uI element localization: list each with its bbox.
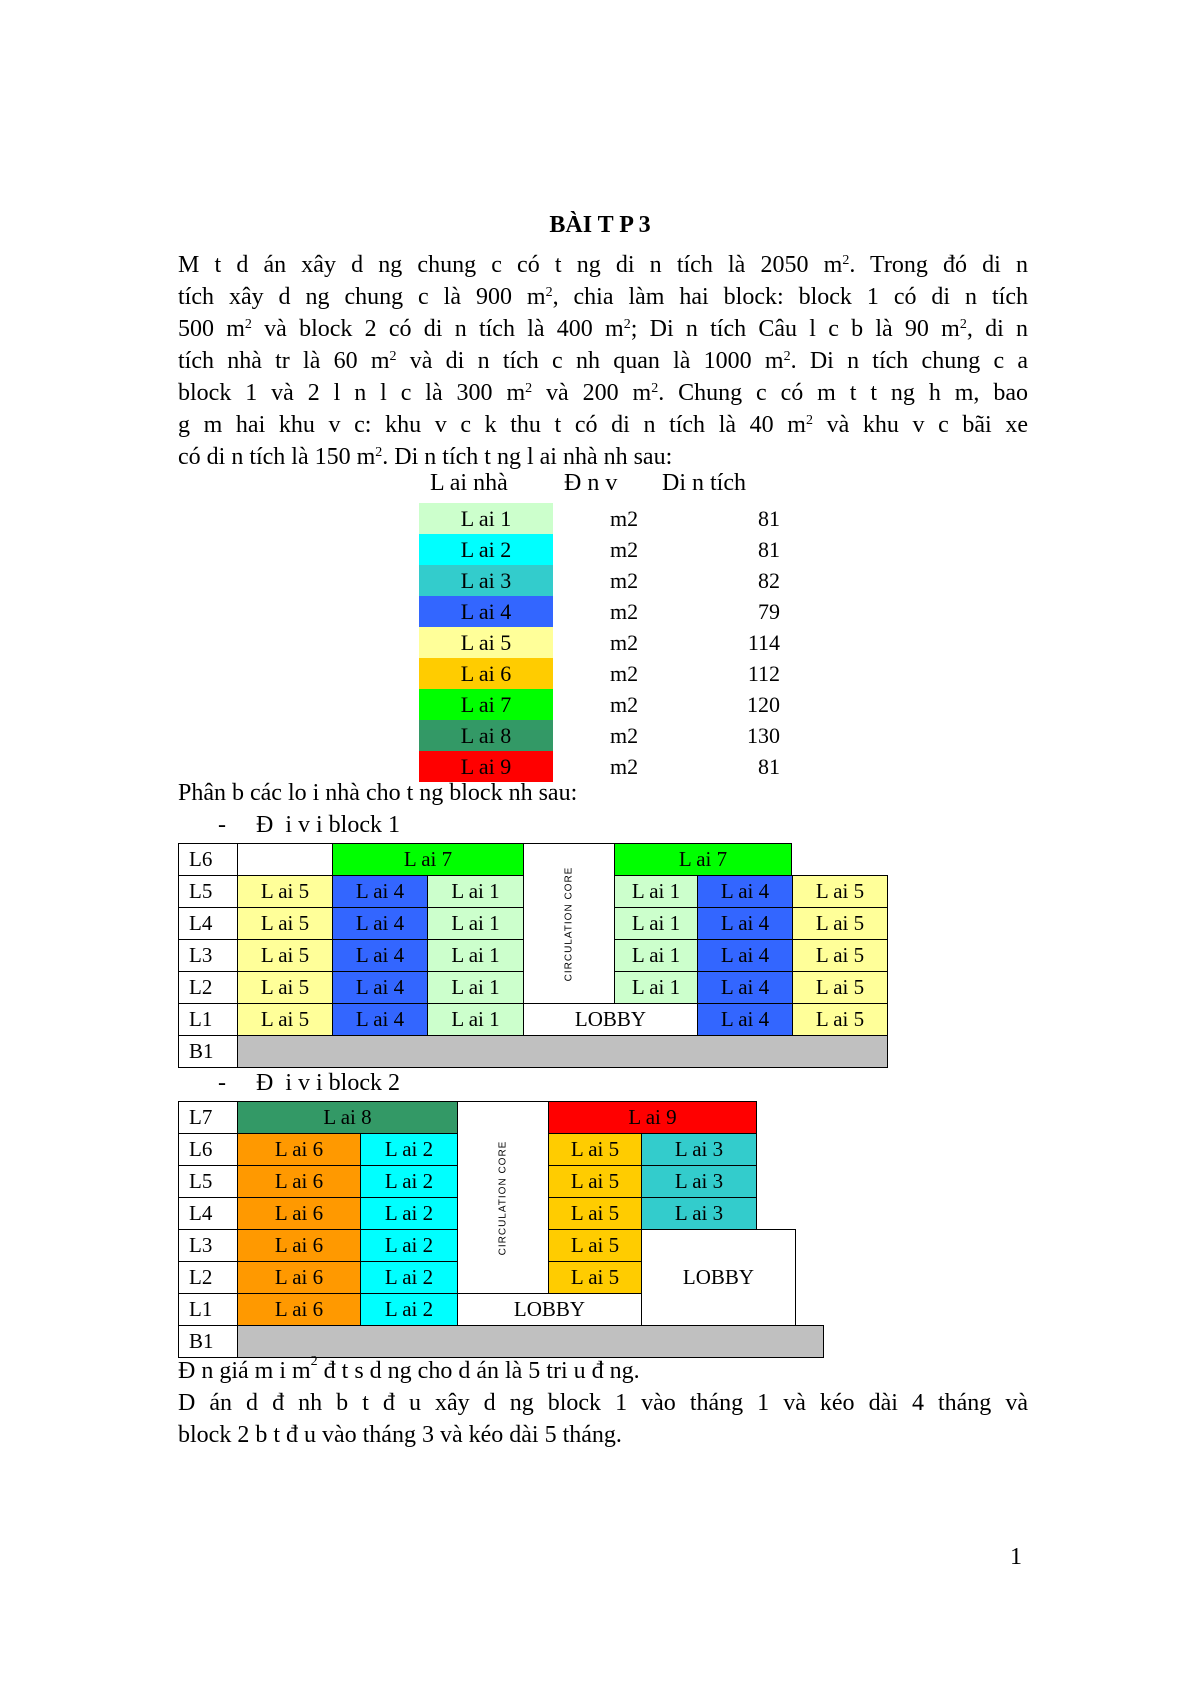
- page-number: 1: [1010, 1544, 1022, 1570]
- unit-type-5: L ai 5: [548, 1229, 642, 1262]
- unit-type-5: L ai 5: [792, 907, 888, 940]
- type-4-label: L ai 4: [419, 596, 553, 627]
- header-area: Di n tích: [662, 470, 746, 496]
- unit-type-1: L ai 1: [427, 1003, 524, 1036]
- unit-type-5: L ai 5: [237, 939, 333, 972]
- unit-type-6: L ai 6: [237, 1261, 361, 1294]
- floor-label: L6: [178, 1133, 238, 1166]
- floor-label: L1: [178, 1003, 238, 1036]
- page-title: BÀI T P 3: [549, 212, 651, 238]
- circulation-core: CIRCULATION CORE: [457, 1101, 549, 1294]
- unit-type-6: L ai 6: [237, 1133, 361, 1166]
- unit-type-9: L ai 9: [548, 1101, 757, 1134]
- price-line: Đ n giá m i $m^2$ đ t s d ng cho d án là 5 tri u đ ng.: [178, 1354, 640, 1384]
- type-1-unit: m2: [610, 505, 639, 531]
- unit-type-5: L ai 5: [548, 1133, 642, 1166]
- unit-type-4: L ai 4: [697, 939, 793, 972]
- unit-type-1: L ai 1: [614, 907, 698, 940]
- paragraph-line: block 1 và 2 l n l c là 300 $m^2$ và 200 $m^2$. Chung c có m t t ng h m, bao: [178, 380, 1029, 406]
- unit-type-2: L ai 2: [360, 1165, 458, 1198]
- unit-type-7: L ai 7: [614, 843, 792, 876]
- unit-type-1: L ai 1: [427, 971, 524, 1004]
- type-6-label: L ai 6: [419, 658, 553, 689]
- unit-type-6: L ai 6: [237, 1293, 361, 1326]
- lobby: LOBBY: [523, 1003, 698, 1036]
- unit-type-4: L ai 4: [697, 971, 793, 1004]
- floor-label: L2: [178, 1261, 238, 1294]
- header-type: L ai nhà: [430, 470, 508, 496]
- unit-type-5: L ai 5: [548, 1261, 642, 1294]
- empty-cell: [237, 843, 333, 876]
- type-8-unit: m2: [610, 722, 639, 748]
- floor-label: L4: [178, 907, 238, 940]
- type-6-area: 112: [747, 660, 780, 686]
- paragraph-line: g m hai khu v c: khu v c k thu t có di n tích là 40 $m^2$ và khu v c bãi xe: [178, 412, 1028, 438]
- floor-label: L5: [178, 875, 238, 908]
- floor-label: L1: [178, 1293, 238, 1326]
- unit-type-5: L ai 5: [792, 875, 888, 908]
- schedule-line: D án d đ nh b t đ u xây d ng block 1 vào tháng 1 và kéo dài 4 tháng và: [178, 1390, 1028, 1416]
- paragraph-line: có di n tích là 150 $m^2$. Di n tích t ng l ai nhà nh sau:: [178, 444, 673, 470]
- unit-type-5: L ai 5: [237, 907, 333, 940]
- unit-type-5: L ai 5: [792, 1003, 888, 1036]
- basement: [237, 1035, 888, 1068]
- type-7-area: 120: [747, 691, 780, 717]
- unit-type-2: L ai 2: [360, 1293, 458, 1326]
- block2-heading: - Đ i v i block 2: [218, 1070, 400, 1096]
- unit-type-4: L ai 4: [332, 1003, 428, 1036]
- block1-heading: - Đ i v i block 1: [218, 812, 400, 838]
- problem-paragraph: [178, 249, 1028, 473]
- type-7-label: L ai 7: [419, 689, 553, 720]
- unit-type-4: L ai 4: [697, 907, 793, 940]
- type-8-label: L ai 8: [419, 720, 553, 751]
- type-2-label: L ai 2: [419, 534, 553, 565]
- type-7-unit: m2: [610, 691, 639, 717]
- unit-type-1: L ai 1: [427, 939, 524, 972]
- schedule-line: block 2 b t đ u vào tháng 3 và kéo dài 5 tháng.: [178, 1422, 622, 1448]
- floor-label: B1: [178, 1325, 238, 1358]
- paragraph-line: M t d án xây d ng chung c có t ng di n tích là 2050 $m^2$. Trong đó di n: [178, 252, 1028, 278]
- unit-type-2: L ai 2: [360, 1261, 458, 1294]
- unit-type-8: L ai 8: [237, 1101, 458, 1134]
- distribution-intro: Phân b các lo i nhà cho t ng block nh sau:: [178, 780, 578, 806]
- floor-label: B1: [178, 1035, 238, 1068]
- unit-type-1: L ai 1: [427, 907, 524, 940]
- unit-type-4: L ai 4: [332, 971, 428, 1004]
- type-5-unit: m2: [610, 629, 639, 655]
- unit-type-5: L ai 5: [792, 971, 888, 1004]
- unit-type-2: L ai 2: [360, 1133, 458, 1166]
- type-3-unit: m2: [610, 567, 639, 593]
- type-9-unit: m2: [610, 753, 639, 779]
- unit-type-7: L ai 7: [332, 843, 524, 876]
- type-1-area: 81: [758, 505, 780, 531]
- type-8-area: 130: [747, 722, 780, 748]
- unit-type-2: L ai 2: [360, 1197, 458, 1230]
- circulation-core: CIRCULATION CORE: [523, 843, 615, 1004]
- unit-type-5: L ai 5: [548, 1165, 642, 1198]
- type-3-label: L ai 3: [419, 565, 553, 596]
- basement: [237, 1325, 824, 1358]
- type-2-area: 81: [758, 536, 780, 562]
- header-unit: Đ n v: [564, 470, 618, 496]
- unit-type-3: L ai 3: [641, 1197, 757, 1230]
- unit-type-5: L ai 5: [237, 971, 333, 1004]
- lobby: LOBBY: [641, 1229, 796, 1326]
- type-9-area: 81: [758, 753, 780, 779]
- unit-type-5: L ai 5: [548, 1197, 642, 1230]
- floor-label: L6: [178, 843, 238, 876]
- unit-type-5: L ai 5: [237, 875, 333, 908]
- unit-type-3: L ai 3: [641, 1133, 757, 1166]
- paragraph-line: tích xây d ng chung c là 900 $m^2$, chia làm hai block: block 1 có di n tích: [178, 284, 1028, 310]
- type-1-label: L ai 1: [419, 503, 553, 534]
- unit-type-1: L ai 1: [614, 875, 698, 908]
- unit-type-4: L ai 4: [332, 907, 428, 940]
- unit-type-4: L ai 4: [332, 875, 428, 908]
- type-6-unit: m2: [610, 660, 639, 686]
- unit-type-4: L ai 4: [697, 875, 793, 908]
- unit-type-5: L ai 5: [237, 1003, 333, 1036]
- unit-type-6: L ai 6: [237, 1165, 361, 1198]
- floor-label: L3: [178, 1229, 238, 1262]
- floor-label: L4: [178, 1197, 238, 1230]
- type-3-area: 82: [758, 567, 780, 593]
- floor-label: L7: [178, 1101, 238, 1134]
- unit-type-2: L ai 2: [360, 1229, 458, 1262]
- unit-type-5: L ai 5: [792, 939, 888, 972]
- paragraph-line: 500 $m^2$ và block 2 có di n tích là 400 $m^2$; Di n tích Câu l c b là 90 $m^2$, di n: [178, 316, 1028, 342]
- type-2-unit: m2: [610, 536, 639, 562]
- unit-type-1: L ai 1: [614, 939, 698, 972]
- unit-type-1: L ai 1: [614, 971, 698, 1004]
- unit-type-1: L ai 1: [427, 875, 524, 908]
- unit-type-4: L ai 4: [332, 939, 428, 972]
- type-4-unit: m2: [610, 598, 639, 624]
- type-9-label: L ai 9: [419, 751, 553, 782]
- unit-type-6: L ai 6: [237, 1197, 361, 1230]
- floor-label: L3: [178, 939, 238, 972]
- unit-type-4: L ai 4: [697, 1003, 793, 1036]
- floor-label: L2: [178, 971, 238, 1004]
- floor-label: L5: [178, 1165, 238, 1198]
- type-5-area: 114: [747, 629, 780, 655]
- type-4-area: 79: [758, 598, 780, 624]
- paragraph-line: tích nhà tr là 60 $m^2$ và di n tích c nh quan là 1000 $m^2$. Di n tích chung c a: [178, 348, 1028, 374]
- unit-type-3: L ai 3: [641, 1165, 757, 1198]
- lobby: LOBBY: [457, 1293, 642, 1326]
- unit-type-6: L ai 6: [237, 1229, 361, 1262]
- type-5-label: L ai 5: [419, 627, 553, 658]
